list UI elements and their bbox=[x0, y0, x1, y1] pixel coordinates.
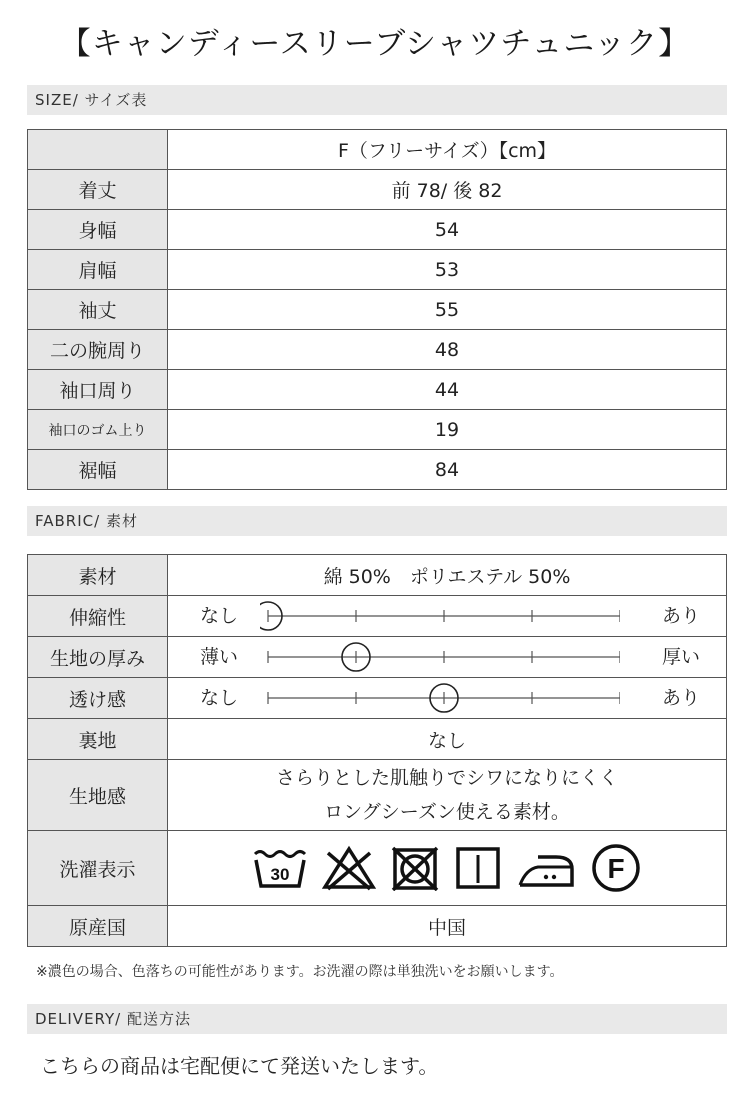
size-section-heading: SIZE/ サイズ表 bbox=[27, 85, 727, 115]
texture-value bbox=[168, 760, 727, 831]
table-row bbox=[28, 596, 727, 637]
sheerness-label: 透け感 bbox=[28, 678, 168, 719]
table-row bbox=[28, 719, 727, 760]
size-row-label: 肩幅 bbox=[28, 250, 168, 290]
table-row bbox=[28, 637, 727, 678]
size-row-value: 53 bbox=[168, 250, 727, 290]
stretch-label: 伸縮性 bbox=[28, 596, 168, 637]
scale-right-label: 厚い bbox=[661, 646, 700, 668]
sheerness-scale bbox=[168, 678, 727, 719]
thickness-label: 生地の厚み bbox=[28, 637, 168, 678]
scale-right-label: あり bbox=[661, 687, 700, 709]
wash-30-icon bbox=[252, 846, 308, 890]
table-row bbox=[28, 290, 727, 330]
size-header-label: F（フリーサイズ）【cm】 bbox=[168, 130, 727, 170]
lining-label: 裏地 bbox=[28, 719, 168, 760]
scale-right-label: あり bbox=[661, 605, 700, 627]
table-row bbox=[28, 250, 727, 290]
texture-label: 生地感 bbox=[28, 760, 168, 831]
delivery-text: こちらの商品は宅配便にて発送いたします。 bbox=[40, 1054, 439, 1078]
size-row-value: 19 bbox=[168, 410, 727, 450]
scale-left-label: 薄い bbox=[200, 646, 239, 668]
table-row bbox=[28, 410, 727, 450]
table-row bbox=[28, 210, 727, 250]
care-label: 洗濯表示 bbox=[28, 831, 168, 906]
size-row-label: 着丈 bbox=[28, 170, 168, 210]
size-row-value: 44 bbox=[168, 370, 727, 410]
line-dry-icon bbox=[454, 845, 502, 891]
table-row bbox=[28, 330, 727, 370]
origin-label: 原産国 bbox=[28, 906, 168, 947]
care-icons bbox=[168, 831, 727, 906]
scale-left-label: なし bbox=[200, 687, 239, 709]
size-row-value: 48 bbox=[168, 330, 727, 370]
page-title: 【キャンディースリーブシャツチュニック】 bbox=[59, 26, 691, 62]
stretch-scale-graphic bbox=[260, 596, 620, 636]
scale-left-label: なし bbox=[200, 605, 239, 627]
size-row-label: 袖口周り bbox=[28, 370, 168, 410]
texture-line-1: さらりとした肌触りでシワになりにくく bbox=[275, 767, 618, 789]
dry-clean-f-icon bbox=[590, 842, 642, 894]
fabric-section-heading: FABRIC/ 素材 bbox=[27, 506, 727, 536]
iron-low-icon bbox=[516, 845, 576, 891]
size-row-label: 身幅 bbox=[28, 210, 168, 250]
material-label: 素材 bbox=[28, 555, 168, 596]
size-header-empty bbox=[28, 130, 168, 170]
origin-value: 中国 bbox=[168, 906, 727, 947]
size-header-row bbox=[28, 130, 727, 170]
fabric-table bbox=[27, 554, 727, 947]
thickness-scale-graphic bbox=[260, 637, 620, 677]
table-row bbox=[28, 831, 727, 906]
sheerness-scale-graphic bbox=[260, 678, 620, 718]
material-value: 綿 50% ポリエステル 50% bbox=[168, 555, 727, 596]
table-row bbox=[28, 555, 727, 596]
size-row-value: 前 78/ 後 82 bbox=[168, 170, 727, 210]
lining-value: なし bbox=[168, 719, 727, 760]
texture-line-2: ロングシーズン使える素材。 bbox=[324, 801, 570, 823]
table-row bbox=[28, 450, 727, 490]
thickness-scale bbox=[168, 637, 727, 678]
table-row bbox=[28, 370, 727, 410]
size-row-label: 裾幅 bbox=[28, 450, 168, 490]
size-row-value: 54 bbox=[168, 210, 727, 250]
size-row-label: 袖丈 bbox=[28, 290, 168, 330]
size-row-label: 袖口のゴム上り bbox=[28, 410, 168, 450]
wash-temp-text: 30 bbox=[270, 865, 290, 884]
size-row-label: 二の腕周り bbox=[28, 330, 168, 370]
size-table bbox=[27, 129, 727, 490]
stretch-scale bbox=[168, 596, 727, 637]
delivery-section-heading: DELIVERY/ 配送方法 bbox=[27, 1004, 727, 1034]
table-row bbox=[28, 678, 727, 719]
no-bleach-icon bbox=[322, 845, 376, 891]
dry-clean-letter: F bbox=[607, 853, 625, 884]
size-row-value: 84 bbox=[168, 450, 727, 490]
table-row bbox=[28, 170, 727, 210]
table-row bbox=[28, 906, 727, 947]
wash-note: ※濃色の場合、色落ちの可能性があります。お洗濯の際は単独洗いをお願いします。 bbox=[36, 964, 564, 980]
table-row bbox=[28, 760, 727, 831]
size-row-value: 55 bbox=[168, 290, 727, 330]
no-tumble-dry-icon bbox=[390, 845, 440, 891]
